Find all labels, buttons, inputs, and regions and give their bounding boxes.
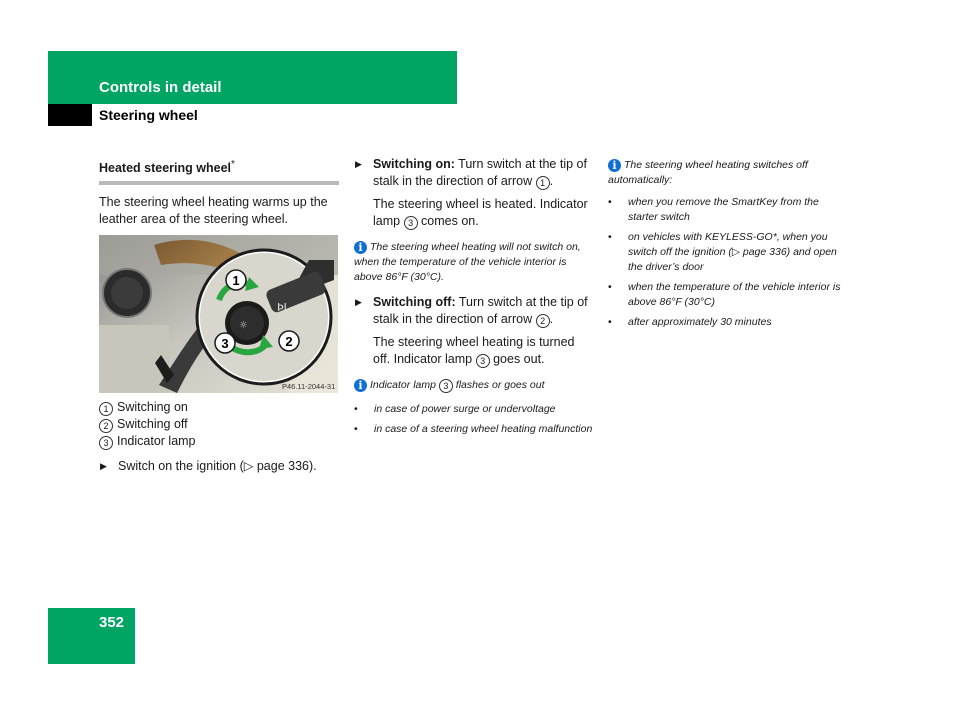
bullet-item: • in case of a steering wheel heating malfunction [354, 423, 593, 435]
figure-legend [99, 399, 339, 450]
page-number: 352 [99, 614, 125, 631]
column-1 [99, 156, 339, 481]
intro-text: The steering wheel heating warms up the leather area of the steering wheel. [99, 195, 328, 227]
turned-off-result: The steering wheel heating is turned off. Indicator lamp 3 goes out. [373, 335, 575, 366]
step-switch-on-ignition: ▶ Switch on the ignition (▷ page 336). [100, 459, 317, 474]
info-icon: i [608, 159, 621, 172]
step-arrow-icon: ▶ [355, 297, 362, 307]
callout-2: 2 [285, 334, 293, 350]
steering-wheel-figure [99, 235, 338, 393]
info-note-1: i The steering wheel heating will not switch on, when the temperature of the vehicle interior is above 86°F (30°C). [354, 241, 581, 283]
svg-text:ÞI: ÞI [277, 301, 287, 315]
step-arrow-icon: ▶ [100, 461, 107, 472]
bullet-item: • when you remove the SmartKey from the starter switch [608, 196, 819, 223]
bullet-item: • in case of power surge or undervoltage [354, 403, 556, 415]
heading-heated-steering-wheel: Heated steering wheel* [99, 156, 339, 185]
info-note-3: i The steering wheel heating switches off automatically: [608, 159, 808, 186]
legend-item: 1 Switching on [99, 399, 339, 416]
header-band [48, 51, 457, 104]
step-switching-off: ▶ Switching off: Turn switch at the tip of stalk in the direction of arrow 2 . [355, 295, 588, 326]
steering-stalk-illustration [99, 235, 338, 393]
callout-3: 3 [221, 336, 229, 352]
section-title: Controls in detail [99, 79, 222, 96]
bullet-item: • after approximately 30 minutes [608, 316, 772, 328]
bullet-item: • when the temperature of the vehicle interior is above 86°F (30°C) [608, 281, 841, 308]
info-note-2: i Indicator lamp 3 flashes or goes out [354, 378, 594, 393]
info-icon: i [354, 241, 367, 254]
figure-code: P46.11-2044-31 [282, 382, 336, 392]
subsection-marker [48, 104, 92, 126]
svg-text:☼: ☼ [239, 320, 248, 332]
step-arrow-icon: ▶ [355, 159, 362, 169]
column-3 [608, 158, 848, 335]
info-icon: i [354, 379, 367, 392]
subsection-title: Steering wheel [99, 107, 198, 123]
callout-1: 1 [232, 273, 240, 289]
bullet-item: • on vehicles with KEYLESS-GO*, when you switch off the ignition (▷ page 336) and open the driver’s door [608, 231, 837, 273]
legend-item: 2 Switching off [99, 416, 339, 433]
legend-item: 3 Indicator lamp [99, 433, 339, 450]
column-2 [354, 156, 594, 442]
step-switching-on: ▶ Switching on: Turn switch at the tip of stalk in the direction of arrow 1 . [355, 157, 587, 188]
heated-result: The steering wheel is heated. Indicator lamp 3 comes on. [373, 197, 588, 228]
